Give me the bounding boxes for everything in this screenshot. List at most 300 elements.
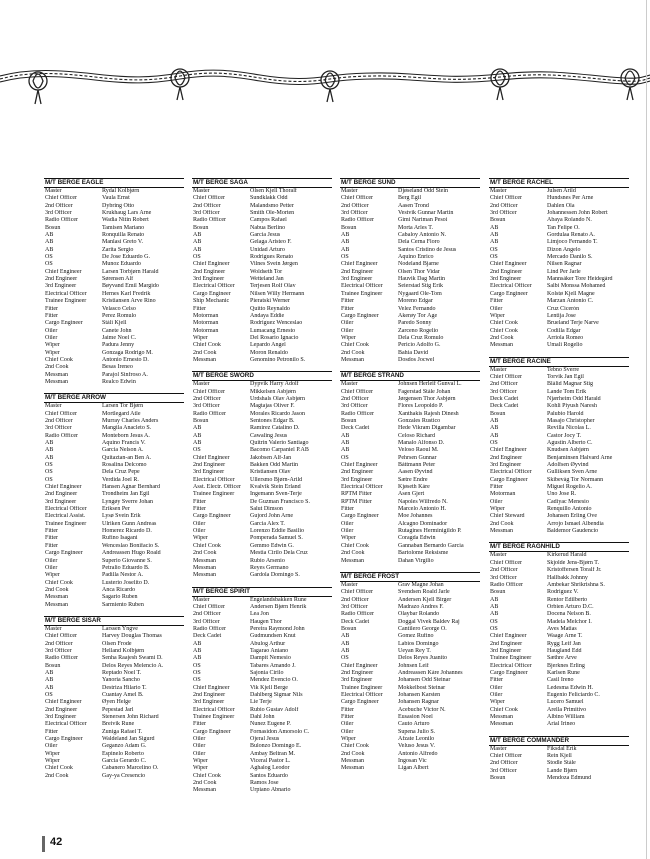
crew-rank: Oiler <box>490 692 503 698</box>
crew-name: Lysø Svein Erik <box>102 513 141 520</box>
crew-rank: Fitter <box>341 506 354 513</box>
crew-name: Ingosan Vic <box>398 758 427 765</box>
crew-rank: Fitter <box>45 312 58 319</box>
crew-row <box>44 203 184 210</box>
crew-name: Olsen Frode <box>102 640 132 647</box>
crew-rank: Messman <box>193 787 216 794</box>
crew-name: Parajol Sinfroso A. <box>102 371 148 378</box>
crew-row <box>44 225 184 232</box>
crew-name: Garcia Gerardo C. <box>102 758 147 765</box>
crew-row <box>340 477 480 484</box>
crew-rank: 3rd Engineer <box>490 276 522 283</box>
crew-rank: 3rd Officer <box>341 603 368 610</box>
crew-row <box>44 320 184 327</box>
crew-row <box>340 699 480 706</box>
crew-row <box>489 433 629 440</box>
ship-title: M/T BERGE ARROW <box>44 393 184 403</box>
crew-row <box>44 232 184 239</box>
crew-name: Dahl John <box>250 714 275 721</box>
crew-name: Paredo Sonny <box>398 320 432 327</box>
crew-column-2 <box>192 178 332 802</box>
crew-rank: Messman <box>490 721 513 728</box>
crew-row <box>489 195 629 202</box>
crew-name: Reptado Noel T. <box>102 669 142 676</box>
crew-rank: OS <box>490 625 498 632</box>
crew-rank: AB <box>490 232 499 239</box>
crew-row <box>44 751 184 758</box>
crew-rank: AB <box>193 440 202 446</box>
crew-rank: 2nd Engineer <box>193 462 226 469</box>
crew-row <box>489 411 629 418</box>
crew-name: Haugen Thor <box>250 618 282 625</box>
crew-name: Limjoco Fernando T. <box>547 239 598 246</box>
crew-rank: OS <box>193 447 201 454</box>
ship-crew-list <box>44 393 184 609</box>
crew-name: Destriza Hilario T. <box>102 684 147 691</box>
crew-row <box>44 313 184 320</box>
crew-rank: AB <box>490 239 499 246</box>
crew-row <box>489 552 629 559</box>
crew-row <box>192 619 332 626</box>
crew-rank: Master <box>341 381 358 388</box>
crew-row <box>192 626 332 633</box>
crew-rank: Motorman <box>490 491 516 498</box>
crew-name: Moron Renaldo <box>250 349 288 356</box>
crew-name: Adolfsen Øyvind <box>547 462 589 469</box>
crew-name: Sagario Ruben <box>102 594 138 601</box>
crew-row <box>192 291 332 298</box>
crew-name: Andersen Kjell Birger <box>398 596 452 603</box>
crew-name: Rosalina Delcomo <box>102 462 147 469</box>
crew-name: Docena Nelson B. <box>547 611 591 618</box>
crew-row <box>44 587 184 594</box>
crew-name: Stodle Ståle <box>547 760 576 767</box>
ship-title: M/T BERGE STRAND <box>340 371 480 381</box>
crew-name: Mannsåker Tore Heidegård <box>547 276 613 283</box>
crew-name: Besas Ireneo <box>102 364 133 371</box>
crew-row <box>192 306 332 313</box>
crew-name: Moe Johannes <box>398 513 433 520</box>
crew-name: Nilsen Ragnar <box>547 261 582 268</box>
crew-row <box>340 499 480 506</box>
crew-name: Kohli Piyush Naresh <box>547 403 597 410</box>
crew-name: Morta Arles T. <box>398 224 433 231</box>
ship-crew-list <box>489 542 629 728</box>
crew-rank: Trainee Engineer <box>45 520 87 527</box>
crew-rank: Bosun <box>341 625 357 632</box>
crew-row <box>44 335 184 342</box>
crew-row <box>192 721 332 728</box>
crew-rank: AB <box>341 239 350 246</box>
crew-rank: Master <box>45 625 62 632</box>
crew-row <box>489 367 629 374</box>
crew-name: Celoso Richard <box>398 432 436 439</box>
ship-crew-list <box>44 616 184 780</box>
crew-row <box>489 276 629 283</box>
crew-name: Andaya Eddie <box>250 312 285 319</box>
crew-rank: Cargo Engineer <box>490 290 528 297</box>
crew-name: Miguel Rogelio A. <box>547 484 592 491</box>
crew-rank: Oiler <box>45 743 58 750</box>
crew-name: Bahia David <box>398 349 429 356</box>
crew-name: Berg Egil <box>398 195 422 202</box>
crew-rank: Oiler <box>490 305 503 312</box>
crew-row <box>489 225 629 232</box>
crew-row <box>44 418 184 425</box>
crew-row <box>44 188 184 195</box>
crew-rank: OS <box>45 469 53 476</box>
crew-row <box>340 626 480 633</box>
crew-row <box>340 550 480 557</box>
crew-rank: 2nd Officer <box>490 381 518 388</box>
crew-name: Garcia Nelson A. <box>102 447 144 454</box>
crew-rank: Cargo Engineer <box>341 513 379 520</box>
ship-title: M/T BERGE SISAR <box>44 616 184 626</box>
crew-name: Ledesma Edwin H. <box>547 684 594 691</box>
crew-rank: Fitter <box>45 728 58 735</box>
crew-name: Hansen Agnar Bernhard <box>102 484 160 491</box>
crew-row <box>489 775 629 782</box>
crew-name: Malandsmo Petter <box>250 202 294 209</box>
crew-name: Johansen Ragnar <box>398 699 439 706</box>
crew-row <box>44 261 184 268</box>
crew-row <box>192 685 332 692</box>
rope-header-decoration <box>0 48 650 118</box>
crew-rank: Electrical Officer <box>45 721 87 728</box>
crew-name: Skibevåg Tor Normann <box>547 476 604 483</box>
crew-rank: Oiler <box>45 557 58 564</box>
crew-rank: Chief Officer <box>341 195 374 202</box>
crew-name: Espinelo Roberto <box>102 750 144 757</box>
crew-name: Djøseland Odd Stein <box>398 188 448 194</box>
crew-name: Labios Domingo <box>398 640 439 647</box>
crew-name: Nilsen Willy Hermann <box>250 290 305 297</box>
crew-rank: AB <box>490 417 499 424</box>
crew-rank: 3rd Engineer <box>490 647 522 654</box>
crew-rank: Chief Engineer <box>193 454 230 461</box>
crew-name: Ronquilla Renato <box>102 232 145 239</box>
crew-name: Johnsen Herleif Gunval L. <box>398 381 462 388</box>
crew-name: Lie Terje <box>250 699 272 706</box>
crew-row <box>192 633 332 640</box>
crew-rank: Radio Officer <box>45 217 79 224</box>
crew-row <box>192 411 332 418</box>
crew-rank: Deck Cadet <box>490 395 519 402</box>
crew-rank: Chief Engineer <box>45 699 82 706</box>
crew-name: Sentones Edgar B. <box>250 417 295 424</box>
crew-name: Arial Irineo <box>547 721 576 728</box>
crew-row <box>192 283 332 290</box>
crew-name: Dela Cerna Floro <box>398 239 440 246</box>
crew-row <box>192 484 332 491</box>
crew-row <box>44 195 184 202</box>
ship-title: M/T BERGE SAGA <box>192 178 332 188</box>
crew-row <box>44 477 184 484</box>
crew-rank: AB <box>193 647 202 654</box>
crew-rank: OS <box>341 454 349 461</box>
crew-rank: Cargo Engineer <box>45 736 83 743</box>
crew-name: Ulriken Gunn Andreas <box>102 520 157 527</box>
crew-name: Asen Gjert <box>398 491 425 498</box>
crew-name: Benjaminsen Halvard Arne <box>547 454 613 461</box>
crew-name: Flores Leopoldo P. <box>398 403 444 410</box>
crew-row <box>340 670 480 677</box>
crew-row <box>340 736 480 743</box>
crew-row <box>192 663 332 670</box>
crew-rank: Cargo Engineer <box>490 669 528 676</box>
crew-row <box>489 685 629 692</box>
crew-row <box>192 604 332 611</box>
crew-rank: Chief Cook <box>341 542 369 549</box>
crew-rank: Oiler <box>193 750 206 757</box>
crew-rank: Chief Officer <box>193 388 226 395</box>
crew-rank: AB <box>45 684 54 691</box>
crew-name: Del Rosario Ignacio <box>250 334 299 341</box>
crew-row <box>489 768 629 775</box>
crew-rank: 3rd Engineer <box>341 276 373 283</box>
crew-row <box>192 692 332 699</box>
crew-rank: OS <box>490 246 498 253</box>
crew-rank: 2nd Officer <box>193 202 221 209</box>
crew-row <box>489 203 629 210</box>
crew-rank: Radio Officer <box>341 410 375 417</box>
crew-row <box>489 589 629 596</box>
crew-rank: Chief Engineer <box>45 484 82 491</box>
crew-row <box>192 765 332 772</box>
crew-row <box>340 298 480 305</box>
crew-row <box>192 403 332 410</box>
crew-rank: Messman <box>193 572 216 579</box>
crew-name: Nodeland Bjarne <box>398 261 439 268</box>
crew-name: Tagarao Aniano <box>250 647 289 654</box>
crew-rank: Chief Engineer <box>490 633 527 640</box>
crew-name: Cantilero George O. <box>398 625 447 632</box>
crew-row <box>44 685 184 692</box>
crew-row <box>340 765 480 772</box>
crew-row <box>340 597 480 604</box>
crew-row <box>192 499 332 506</box>
crew-rank: Fitter <box>45 305 58 312</box>
crew-rank: Trainee Engineer <box>193 491 235 498</box>
crew-row <box>44 217 184 224</box>
crew-row <box>192 521 332 528</box>
crew-row <box>340 313 480 320</box>
crew-row <box>192 550 332 557</box>
crew-name: Dybring Otto <box>102 202 135 209</box>
crew-name: Quitrin Valerio Santiago <box>250 440 309 446</box>
crew-rank: Radio Officer <box>193 217 227 224</box>
crew-row <box>489 188 629 195</box>
crew-name: Kirkerud Harald <box>547 552 587 559</box>
crew-rank: OS <box>490 254 498 261</box>
crew-row <box>340 283 480 290</box>
crew-rank: Messman <box>45 371 68 378</box>
crew-row <box>340 239 480 246</box>
crew-name: Cabanero Marcelino O. <box>102 765 159 772</box>
crew-row <box>340 619 480 626</box>
crew-rank: Chief Engineer <box>45 268 82 275</box>
crew-row <box>192 195 332 202</box>
crew-rank: Master <box>490 552 507 559</box>
crew-row <box>489 582 629 589</box>
crew-name: Mokkelbost Steinar <box>398 684 446 691</box>
crew-name: Santos Cristino de Jesus <box>398 246 457 253</box>
crew-name: Engelandsbakken Rune <box>250 596 307 603</box>
crew-name: Andreassen Kåre Johannes <box>398 669 463 676</box>
crew-rank: AB <box>45 239 54 246</box>
crew-rank: OS <box>341 254 349 261</box>
crew-row <box>192 328 332 335</box>
crew-name: Sæthre Arve <box>547 655 577 662</box>
crew-rank: 2nd Engineer <box>45 491 78 498</box>
crew-rank: AB <box>490 596 499 603</box>
crew-row <box>44 721 184 728</box>
crew-name: Petralio Eduardo B. <box>102 564 150 571</box>
crew-rank: Trainee Engineer <box>490 655 532 662</box>
ship-title: M/T BERGE FROST <box>340 572 480 582</box>
crew-rank: Cargo Engineer <box>45 320 83 327</box>
crew-name: Nunez Eugene P. <box>250 721 291 728</box>
crew-rank: OS <box>490 618 498 625</box>
crew-row <box>192 342 332 349</box>
crew-rank: Bosun <box>490 775 506 782</box>
crew-rank: Electrical Officer <box>193 706 235 713</box>
crew-name: Hauvik Dag Martin <box>398 276 445 283</box>
ship-crew-list <box>192 371 332 579</box>
crew-row <box>44 484 184 491</box>
ship-crew-list <box>489 178 629 350</box>
crew-rank: 2nd Cook <box>45 586 69 593</box>
ship-crew-list <box>44 178 184 386</box>
crew-row <box>489 499 629 506</box>
crew-name: Xanthakis Rajesh Dinesh <box>398 410 459 417</box>
crew-name: Johansen Karsten <box>398 692 441 698</box>
crew-rank: Deck Cadet <box>341 618 370 625</box>
crew-name: Waldeland Jan Sigurd <box>102 736 155 743</box>
crew-name: Antonio Alfredo <box>398 750 438 757</box>
crew-rank: 2nd Officer <box>341 202 369 209</box>
crew-rank: 3rd Officer <box>45 210 72 217</box>
crew-name: De Jose Eduardo G. <box>102 254 150 261</box>
crew-row <box>44 254 184 261</box>
crew-rank: Master <box>341 581 358 588</box>
crew-rank: 2nd Officer <box>45 640 73 647</box>
crew-rank: 3rd Officer <box>193 618 220 625</box>
crew-rank: AB <box>341 432 350 439</box>
crew-name: Abaya Rolando N. <box>547 217 592 224</box>
crew-row <box>340 433 480 440</box>
crew-row <box>44 469 184 476</box>
crew-name: Verdida Joel R. <box>102 476 139 483</box>
crew-name: De Guzman Francisco S. <box>250 498 310 505</box>
crew-name: Aghalog Leodor <box>250 765 290 772</box>
crew-name: Aquino Francis V. <box>102 440 146 446</box>
crew-row <box>489 604 629 611</box>
crew-row <box>340 396 480 403</box>
crew-row <box>44 558 184 565</box>
crew-rank: OS <box>193 677 201 684</box>
crew-name: Njærheim Odd Harald <box>547 395 601 402</box>
crew-name: Karlsen Rune <box>547 669 580 676</box>
crew-rank: AB <box>45 232 54 239</box>
crew-name: Veluso Jesus V. <box>398 743 435 750</box>
crew-rank: Fitter <box>193 721 206 728</box>
crew-rank: Oiler <box>490 684 503 691</box>
crew-name: Uno Jose R. <box>547 491 577 498</box>
crew-rank: Chief Cook <box>490 320 518 327</box>
crew-name: Gardola Domingo S. <box>250 572 300 579</box>
crew-row <box>192 210 332 217</box>
crew-rank: 2nd Engineer <box>490 268 523 275</box>
crew-row <box>340 707 480 714</box>
crew-row <box>340 513 480 520</box>
crew-name: Lumacang Ernesto <box>250 327 296 334</box>
crew-row <box>489 328 629 335</box>
crew-rank: OS <box>193 254 201 261</box>
crew-name: Vilnes Svein Jørgen <box>250 261 298 268</box>
crew-row <box>44 499 184 506</box>
crew-rank: Wiper <box>341 736 356 743</box>
crew-row <box>489 491 629 498</box>
crew-row <box>340 320 480 327</box>
crew-row <box>192 396 332 403</box>
crew-row <box>340 188 480 195</box>
crew-name: Antonio Ernesto D. <box>102 356 149 363</box>
crew-row <box>489 425 629 432</box>
crew-name: Arrojo Ismael Albendia <box>547 520 604 527</box>
crew-row <box>340 217 480 224</box>
crew-name: Sørensen Alf <box>102 276 134 283</box>
crew-row <box>192 699 332 706</box>
crew-row <box>489 313 629 320</box>
crew-rank: Radio Officer <box>45 655 79 662</box>
crew-rank: Wiper <box>45 750 60 757</box>
crew-row <box>192 225 332 232</box>
crew-name: Gonzales Rustico <box>398 417 441 424</box>
crew-row <box>192 513 332 520</box>
crew-row <box>192 543 332 550</box>
crew-row <box>340 425 480 432</box>
crew-name: Pericio Adolfo G. <box>398 342 441 349</box>
crew-row <box>192 389 332 396</box>
crew-row <box>340 447 480 454</box>
crew-rank: 3rd Engineer <box>341 677 373 684</box>
crew-row <box>44 447 184 454</box>
crew-rank: Chief Engineer <box>193 684 230 691</box>
crew-row <box>340 611 480 618</box>
crew-rank: AB <box>341 633 350 640</box>
crew-row <box>192 357 332 364</box>
crew-row <box>489 760 629 767</box>
crew-rank: RPTM Fitter <box>341 498 372 505</box>
crew-row <box>44 350 184 357</box>
crew-rank: Fitter <box>45 542 58 549</box>
crew-rank: 2nd Engineer <box>341 669 374 676</box>
crew-row <box>192 203 332 210</box>
crew-rank: Master <box>490 188 507 194</box>
crew-row <box>340 751 480 758</box>
crew-name: Øyen Helge <box>102 699 131 706</box>
crew-row <box>489 648 629 655</box>
crew-name: Akerøy Tor Åge <box>398 312 438 319</box>
crew-name: Grav Magne Johan <box>398 581 444 588</box>
crew-name: Agustin Alberto C. <box>547 440 593 446</box>
crew-rank: Oiler <box>193 736 206 743</box>
crew-name: Seierstad Stig Erik <box>398 283 443 290</box>
crew-name: Delos Reyes Juanito <box>398 655 447 662</box>
crew-name: Mestia Cirilo Dela Cruz <box>250 550 308 557</box>
crew-row <box>340 350 480 357</box>
